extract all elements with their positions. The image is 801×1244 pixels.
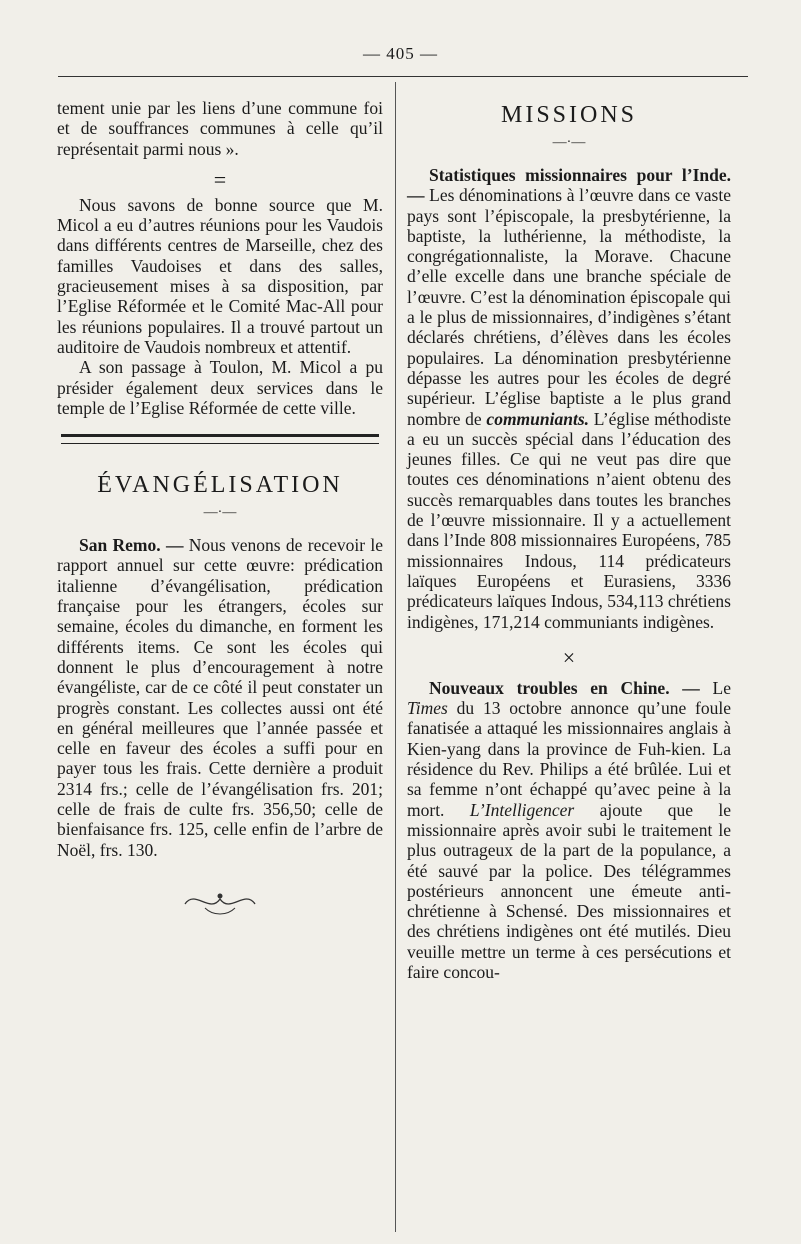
inde-communiants: communiants.	[486, 408, 590, 429]
column-divider	[395, 82, 396, 1232]
left-paragraph-continued: tement unie par les liens d’une commune foi et de souffrances communes à celle qu’il représentait parmi nous ».	[57, 98, 383, 159]
chine-text-a: Le	[712, 677, 732, 698]
san-remo-text: Nous venons de recevoir le rapport annuel sur cette œuvre: prédication italienne d’évangélisation, prédication française pour les étrangers, écoles sur semaine, écoles du dimanche, en forment les différents items. Ce sont les écoles qui donnent le plus d’encouragement à notre évangéliste, car de ce côté il peut constater un progrès constant. Les collectes aussi ont été en général meilleures que l’année passée et celle en faveur des écoles a suffi pour en payer tous les frais. Cette dernière a produit 2314 frs.; celle de l’évangélisation frs. 201; celle de frais de culte frs. 356,50; celle de bienfaisance frs. 125, celle enfin de l’arbre de Noël, frs. 130.	[57, 535, 383, 860]
san-remo-lead: San Remo. —	[79, 535, 184, 556]
inde-text-b: L’église méthodiste a eu un succès spécial dans l’éducation des jeunes filles. Ce qui ne veut pas dire que toutes ces dénominations n’aient obtenu des succès remarquables dans toutes les branches de l’œuvre missionnaire. Il y a actuellement dans l’Inde 808 missionnaires Européens, 785 missionnaires Indous, 114 prédicateurs laïques Européens et Eurasiens, 3336 prédicateurs laïques Indous, 534,113 chrétiens indigènes, 171,214 communiants indigènes.	[407, 408, 731, 632]
right-paragraph-inde	[407, 165, 731, 632]
left-column	[57, 98, 383, 918]
left-paragraph-micol: Nous savons de bonne source que M. Micol a eu d’autres réunions pour les Vaudois dans différents centres de Marseille, chez des familles Vaudoises et dans des salles, gracieusement mises à sa disposition, par l’Eglise Réformée et le Comité Mac-All pour les réunions populaires. Il a trouvé partout un auditoire de Vaudois nombreux et attentif.	[57, 194, 383, 357]
ornament-dash-icon: —·—	[552, 135, 586, 150]
flourish-ornament-icon	[175, 884, 265, 918]
missions-heading: MISSIONS	[500, 102, 638, 128]
chine-intelligencer: L’Intelligencer	[469, 799, 575, 820]
left-paragraph-san-remo	[57, 535, 383, 860]
right-paragraph-chine	[407, 678, 731, 982]
section-divider-rule	[61, 434, 379, 444]
cross-separator-icon: ×	[562, 644, 576, 670]
separator-mark: =	[213, 166, 227, 192]
left-paragraph-toulon: A son passage à Toulon, M. Micol a pu présider également deux services dans le temple de l’Eglise Réformée de cette ville.	[57, 357, 383, 418]
header-rule	[58, 76, 748, 77]
chine-lead: Nouveaux troubles en Chine. —	[429, 677, 700, 698]
evangelisation-heading: ÉVANGÉLISATION	[97, 472, 343, 499]
ornament-dash-icon: —·—	[203, 505, 237, 521]
chine-times: Times	[407, 698, 448, 719]
chine-text-b: du 13 octobre annonce qu’une foule fanatisée a attaqué les missionnaires anglais à Kien-yang dans la province de Fuh-kien. La résidence du Rev. Philips a été brûlée. Lui et sa femme n’ont échappé qu’avec peine à la mort.	[407, 698, 731, 820]
page-number: — 405 —	[363, 44, 438, 63]
inde-lead: Statistiques missionnaires pour l’Inde. —	[407, 165, 731, 206]
right-column	[407, 98, 731, 982]
chine-text-c: ajoute que le missionnaire après avoir subi le traitement le plus outrageux de la part de la populance, a été sauvé par la police. Des télégrammes postérieurs annoncent une émeute anti-chrétienne à Schensé. Des missionnaires et des chrétiens indigènes ont été mutilés. Dieu veuille mettre un terme à ces persécutions et faire concou-	[407, 799, 732, 982]
inde-text-a: Les dénominations à l’œuvre dans ce vaste pays sont l’épiscopale, la presbytérienne, la baptiste, la luthérienne, la méthodiste, la congrégationnaliste, la Morave. Chacune d’elle excelle dans une branche spéciale de l’œuvre. C’est la dénomination épiscopale qui a le plus de missionnaires, d’indigènes s’étant déclarés chrétiens, d’élèves dans les écoles populaires. La dénomination presbytérienne dépasse les autres pour les écoles de degré supérieur. L’église baptiste a le plus grand nombre de	[407, 185, 732, 429]
